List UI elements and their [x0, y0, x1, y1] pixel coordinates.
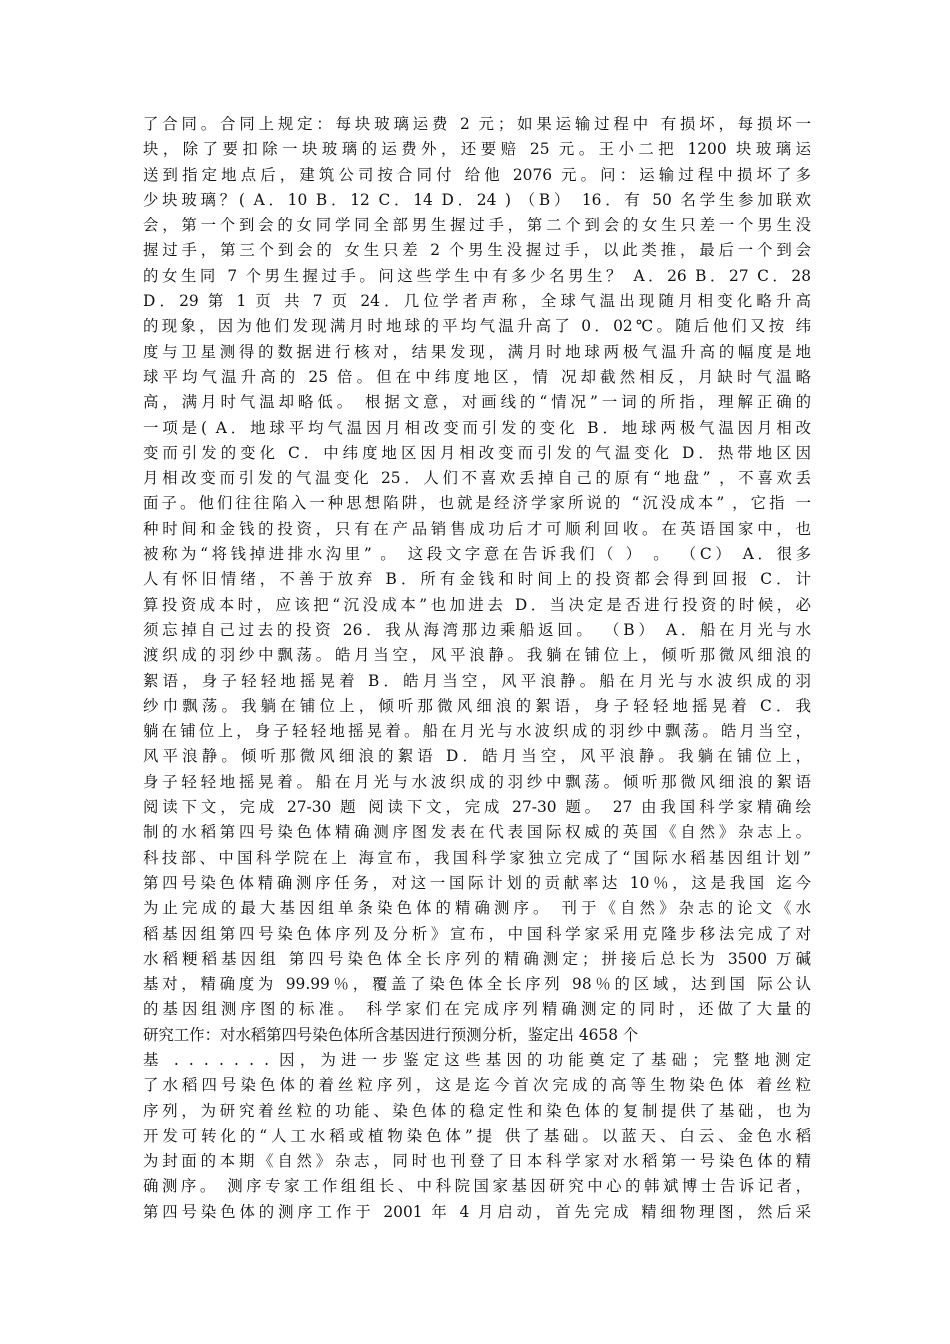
text-line: 水稻粳稻基因组 第四号染色体全长序列的精确测定；拼接后总长为 3500 万碱	[143, 949, 811, 968]
text-line: 的女生同 7 个男生握过手。问这些学生中有多少名男生？ A．26 B．27 C．28	[143, 266, 811, 285]
text-line: 会，第一个到会的女同学同全部男生握过手，第二个到会的女生只差一个男生没	[143, 216, 811, 235]
text-line: 为止完成的最大基因组单条染色体的精确测序。 刊于《自然》杂志的论文《水	[143, 899, 811, 918]
text-line: 人有怀旧情绪，不善于放弃 B．所有金钱和时间上的投资都会得到回报 C．计	[143, 570, 811, 589]
text-line: 稻基因组第四号染色体序列及分析》宣布，中国科学家采用克隆步移法完成了对	[143, 924, 811, 943]
text-line: 月相改变而引发的气温变化 25．人们不喜欢丢掉自己的原有“地盘” ，不喜欢丢	[143, 469, 811, 488]
text-line: 面子。他们往往陷入一种思想陷阱，也就是经济学家所说的 “沉没成本” ，它指 一	[143, 494, 811, 513]
text-line: 一项是( A．地球平均气温因月相改变而引发的变化 B．地球两极气温因月相改	[143, 418, 811, 437]
text-line: 种时间和金钱的投资，只有在产品销售成功后才可顺利回收。在英语国家中，也	[143, 519, 811, 538]
text-line: 身子轻轻地摇晃着。船在月光与水波织成的羽纱中飘荡。倾听那微风细浪的絮语	[143, 772, 811, 791]
text-line: 制的水稻第四号染色体精确测序图发表在代表国际权威的英国《自然》杂志上。	[143, 823, 811, 842]
text-line: 开发可转化的“人工水稻或植物染色体”提 供了基础。以蓝天、白云、金色水稻	[143, 1126, 811, 1145]
text-line: 序列，为研究着丝粒的功能、染色体的稳定性和染色体的复制提供了基础，也为	[143, 1101, 811, 1120]
text-line: 少块玻璃？( A．10 B．12 C．14 D．24 ) （B） 16．有 50 名学生参加联欢	[143, 190, 811, 209]
text-line: 渡织成的羽纱中飘荡。皓月当空，风平浪静。我躺在铺位上，倾听那微风细浪的	[143, 646, 811, 665]
text-line: 风平浪静。倾听那微风细浪的絮语 D．皓月当空，风平浪静。我躺在铺位上，	[143, 747, 811, 766]
text-line: 基 . . . . . . . 因，为进一步鉴定这些基因的功能奠定了基础；完整地测定	[143, 1050, 811, 1069]
text-line: 第四号染色体精确测序任务，对这一国际计划的贡献率达 10％，这是我国 迄今	[143, 873, 811, 892]
text-line: 科技部、中国科学院在上 海宣布，我国科学家独立完成了“国际水稻基因组计划”	[143, 848, 811, 867]
text-line: 确测序。 测序专家工作组组长、中科院国家基因研究中心的韩斌博士告诉记者，	[143, 1177, 811, 1196]
text-line: 须忘掉自己过去的投资 26．我从海湾那边乘船返回。 （B） A．船在月光与水	[143, 620, 811, 639]
text-line: 为封面的本期《自然》杂志，同时也刊登了日本科学家对水稻第一号染色体的精	[143, 1152, 811, 1171]
text-line: 被称为“将钱掉进排水沟里” 。 这段文字意在告诉我们（ ） 。 （C） A．很多	[143, 545, 811, 564]
text-line: 纱巾飘荡。我躺在铺位上，倾听那微风细浪的絮语，身子轻轻地摇晃着 C．我	[143, 696, 811, 715]
text-line: 第四号染色体的测序工作于 2001 年 4 月启动，首先完成 精细物理图，然后采	[143, 1202, 811, 1221]
text-line: 了水稻四号染色体的着丝粒序列，这是迄今首次完成的高等生物染色体 着丝粒	[143, 1076, 811, 1095]
text-line: 握过手，第三个到会的 女生只差 2 个男生没握过手，以此类推，最后一个到会	[143, 241, 811, 260]
text-line: 变而引发的变化 C．中纬度地区因月相改变而引发的气温变化 D．热带地区因	[143, 443, 811, 462]
text-line: 块，除了要扣除一块玻璃的运费外，还要赔 25 元。王小二把 1200 块玻璃运	[143, 140, 811, 159]
text-line: 的现象，因为他们发现满月时地球的平均气温升高了 0．02℃。随后他们又按 纬	[143, 317, 811, 336]
text-line: 的基因组测序图的标准。 科学家们在完成序列精确测定的同时，还做了大量的	[143, 1000, 811, 1019]
text-line: 阅读下文，完成 27-30 题 阅读下文，完成 27-30 题。 27 由我国科学家精确绘	[143, 798, 811, 817]
text-line: 度与卫星测得的数据进行核对，结果发现，满月时地球两极气温升高的幅度是地	[143, 342, 811, 361]
text-line: 球平均气温升高的 25 倍。但在中纬度地区，情 况却截然相反，月缺时气温略	[143, 367, 811, 386]
text-line: D．29 第 1 页 共 7 页 24．几位学者声称，全球气温出现随月相变化略升高	[143, 292, 811, 311]
text-line: 絮语，身子轻轻地摇晃着 B．皓月当空，风平浪静。船在月光与水波织成的羽	[143, 671, 811, 690]
text-line: 高，满月时气温却略低。 根据文意，对画线的“情况”一词的所指，理解正确的	[143, 393, 811, 412]
text-line: 算投资成本时，应该把“沉没成本”也加进去 D．当决定是否进行投资的时候，必	[143, 595, 811, 614]
text-line: 送到指定地点后，建筑公司按合同付 给他 2076 元。问：运输过程中损坏了多	[143, 165, 811, 184]
document-text-body	[143, 112, 811, 1225]
text-line: 躺在铺位上，身子轻轻地摇晃着。船在月光与水波织成的羽纱中飘荡。皓月当空，	[143, 722, 811, 741]
text-line: 基对，精确度为 99.99％，覆盖了染色体全长序列 98％的区域，达到国 际公认	[143, 975, 811, 994]
text-line: 了合同。合同上规定：每块玻璃运费 2 元；如果运输过程中 有损坏，每损坏一	[143, 115, 811, 133]
text-line: 研究工作：对水稻第四号染色体所含基因进行预测分析，鉴定出 4658 个	[143, 1025, 639, 1044]
